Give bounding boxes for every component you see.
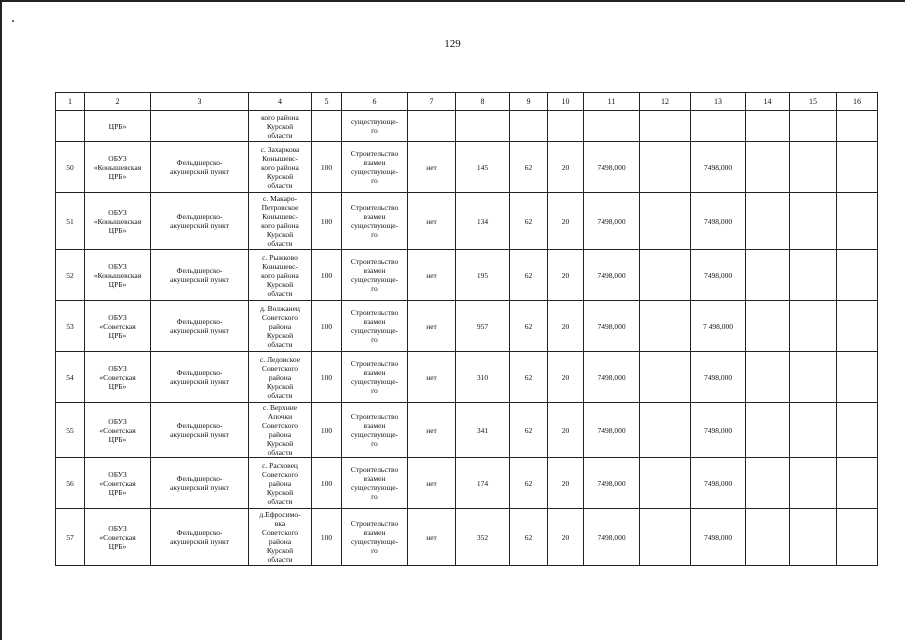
table-cell: 7498,000: [691, 250, 746, 301]
table-cell: 7498,000: [584, 458, 640, 509]
table-cell: [408, 111, 456, 142]
table-cell: [510, 111, 548, 142]
table-cell: 7498,000: [584, 142, 640, 193]
table-cell: 100: [312, 142, 342, 193]
table-cell: 7498,000: [584, 193, 640, 250]
table-row: [56, 352, 878, 403]
table-cell: ОБУЗ «Конышевская ЦРБ»: [85, 193, 151, 250]
table-cell: 20: [548, 403, 584, 458]
table-cell: [746, 301, 790, 352]
table-cell: 100: [312, 193, 342, 250]
table-cell: [837, 301, 878, 352]
table-cell: 134: [456, 193, 510, 250]
table-cell: д.Ефросимо- вка Советского района Курской области: [249, 509, 312, 566]
table-cell: [837, 193, 878, 250]
table-cell: 54: [56, 352, 85, 403]
table-cell: 50: [56, 142, 85, 193]
table-cell: 7498,000: [691, 142, 746, 193]
table-cell: 62: [510, 509, 548, 566]
table-cell: 20: [548, 250, 584, 301]
table-cell: [746, 352, 790, 403]
table-cell: 7498,000: [691, 458, 746, 509]
table-cell: [790, 301, 837, 352]
table-cell: [837, 142, 878, 193]
column-header: 15: [790, 93, 837, 111]
table-cell: ОБУЗ «Советская ЦРБ»: [85, 301, 151, 352]
table-cell: 62: [510, 142, 548, 193]
table-cell: 55: [56, 403, 85, 458]
table-cell: 7498,000: [584, 403, 640, 458]
table-cell: с. Макаро- Петровское Конышевс- кого района Курской области: [249, 193, 312, 250]
table-cell: нет: [408, 301, 456, 352]
table-cell: Строительство взамен существующе- го: [342, 301, 408, 352]
table-row: [56, 458, 878, 509]
column-header: 1: [56, 93, 85, 111]
column-header: 13: [691, 93, 746, 111]
table-cell: [640, 250, 691, 301]
table-cell: 174: [456, 458, 510, 509]
table-cell: [790, 352, 837, 403]
table-cell: [640, 301, 691, 352]
table-cell: [640, 193, 691, 250]
table-cell: 195: [456, 250, 510, 301]
table-cell: 62: [510, 458, 548, 509]
column-header: 16: [837, 93, 878, 111]
column-header: 4: [249, 93, 312, 111]
table-row: [56, 142, 878, 193]
table-cell: 100: [312, 403, 342, 458]
table-cell: Фельдшерско- акушерский пункт: [151, 193, 249, 250]
table-row: [56, 301, 878, 352]
table-cell: [746, 250, 790, 301]
table-cell: с. Захаркова Конышевс- кого района Курской области: [249, 142, 312, 193]
table-cell: 7498,000: [691, 403, 746, 458]
table-cell: нет: [408, 403, 456, 458]
table-cell: [790, 403, 837, 458]
table-cell: 20: [548, 193, 584, 250]
table-cell: [312, 111, 342, 142]
table-cell: Строительство взамен существующе- го: [342, 193, 408, 250]
table-cell: 62: [510, 193, 548, 250]
table-cell: 51: [56, 193, 85, 250]
column-header: 11: [584, 93, 640, 111]
table-row-continued: [56, 111, 878, 142]
table-cell: ОБУЗ «Советская ЦРБ»: [85, 458, 151, 509]
table-cell: 20: [548, 509, 584, 566]
table-cell: ОБУЗ «Советская ЦРБ»: [85, 352, 151, 403]
table-cell: [746, 142, 790, 193]
scan-border-left: [0, 0, 2, 640]
table-cell: [746, 193, 790, 250]
table-body: [56, 93, 878, 566]
table-cell: 57: [56, 509, 85, 566]
table-cell: [790, 142, 837, 193]
table-cell: 7498,000: [691, 352, 746, 403]
table-cell: Строительство взамен существующе- го: [342, 352, 408, 403]
table-cell: 53: [56, 301, 85, 352]
table-cell: Фельдшерско- акушерский пункт: [151, 458, 249, 509]
table-cell: [640, 142, 691, 193]
table-cell: 100: [312, 352, 342, 403]
table-cell: [548, 111, 584, 142]
facilities-table: [55, 92, 878, 566]
table-cell: [837, 111, 878, 142]
table-cell: [640, 509, 691, 566]
scan-border-top: [0, 0, 905, 2]
column-header: 14: [746, 93, 790, 111]
table-cell: 7498,000: [691, 509, 746, 566]
table-cell: Фельдшерско- акушерский пункт: [151, 403, 249, 458]
table-cell: Фельдшерско- акушерский пункт: [151, 301, 249, 352]
table-cell: нет: [408, 509, 456, 566]
table-cell: Фельдшерско- акушерский пункт: [151, 142, 249, 193]
table-cell: [837, 352, 878, 403]
table-cell: нет: [408, 250, 456, 301]
table-cell: 310: [456, 352, 510, 403]
table-cell: Строительство взамен существующе- го: [342, 250, 408, 301]
column-header: 9: [510, 93, 548, 111]
table-cell: 145: [456, 142, 510, 193]
table-row: [56, 403, 878, 458]
table-cell: нет: [408, 352, 456, 403]
table-cell: [746, 458, 790, 509]
scan-speck: [12, 20, 14, 22]
column-header: 7: [408, 93, 456, 111]
table-cell: [746, 111, 790, 142]
table-cell: с. Верхние Апочки Советского района Курской области: [249, 403, 312, 458]
table-row: [56, 250, 878, 301]
table-cell: нет: [408, 193, 456, 250]
page-number: 129: [444, 38, 461, 50]
table-cell: Строительство взамен существующе- го: [342, 403, 408, 458]
column-header: 6: [342, 93, 408, 111]
column-header: 5: [312, 93, 342, 111]
table-cell: 352: [456, 509, 510, 566]
table-cell: 52: [56, 250, 85, 301]
table-cell: 7498,000: [584, 352, 640, 403]
table-cell: [456, 111, 510, 142]
table-cell: 7498,000: [584, 250, 640, 301]
table-cell: [640, 458, 691, 509]
table-cell: 341: [456, 403, 510, 458]
table-cell: [640, 352, 691, 403]
column-header: 2: [85, 93, 151, 111]
table-cell: ОБУЗ «Конышевская ЦРБ»: [85, 142, 151, 193]
table-row: [56, 509, 878, 566]
table-cell: [691, 111, 746, 142]
table-cell: существующе- го: [342, 111, 408, 142]
table-cell: ОБУЗ «Конышевская ЦРБ»: [85, 250, 151, 301]
table-cell: [790, 111, 837, 142]
table-cell: [584, 111, 640, 142]
table-cell: 7498,000: [584, 301, 640, 352]
column-header: 8: [456, 93, 510, 111]
table-cell: [56, 111, 85, 142]
table-cell: 957: [456, 301, 510, 352]
table-cell: 20: [548, 142, 584, 193]
table-cell: 7498,000: [584, 509, 640, 566]
table-cell: 7498,000: [691, 193, 746, 250]
table-cell: ОБУЗ «Советская ЦРБ»: [85, 509, 151, 566]
table-cell: 7 498,000: [691, 301, 746, 352]
table-cell: 62: [510, 403, 548, 458]
table-cell: 100: [312, 509, 342, 566]
table-cell: [837, 458, 878, 509]
table-cell: [790, 458, 837, 509]
table-cell: 62: [510, 250, 548, 301]
table-cell: [837, 509, 878, 566]
header-row: [56, 93, 878, 111]
table-cell: [151, 111, 249, 142]
table-cell: [790, 193, 837, 250]
table-cell: [640, 403, 691, 458]
table-row: [56, 193, 878, 250]
table-cell: 62: [510, 301, 548, 352]
table-cell: 100: [312, 458, 342, 509]
table-cell: нет: [408, 142, 456, 193]
table-cell: 20: [548, 458, 584, 509]
table-cell: Строительство взамен существующе- го: [342, 509, 408, 566]
table-cell: 62: [510, 352, 548, 403]
table-cell: с. Рыжково Конышевс- кого района Курской области: [249, 250, 312, 301]
table-cell: с. Ледовское Советского района Курской области: [249, 352, 312, 403]
table-cell: Фельдшерско- акушерский пункт: [151, 250, 249, 301]
table-cell: Фельдшерско- акушерский пункт: [151, 509, 249, 566]
column-header: 3: [151, 93, 249, 111]
table-cell: [837, 250, 878, 301]
table-cell: ОБУЗ «Советская ЦРБ»: [85, 403, 151, 458]
table-cell: 56: [56, 458, 85, 509]
table-cell: Строительство взамен существующе- го: [342, 458, 408, 509]
column-header: 10: [548, 93, 584, 111]
table-cell: [837, 403, 878, 458]
table-cell: нет: [408, 458, 456, 509]
column-header: 12: [640, 93, 691, 111]
table-cell: [640, 111, 691, 142]
table-cell: 20: [548, 301, 584, 352]
table-cell: ЦРБ»: [85, 111, 151, 142]
table-cell: [746, 509, 790, 566]
table-cell: 20: [548, 352, 584, 403]
table-cell: 100: [312, 250, 342, 301]
table-cell: [746, 403, 790, 458]
table-cell: д. Волжанец Советского района Курской области: [249, 301, 312, 352]
table-cell: Строительство взамен существующе- го: [342, 142, 408, 193]
table-cell: [790, 509, 837, 566]
table-cell: с. Расховец Советского района Курской области: [249, 458, 312, 509]
table-cell: [790, 250, 837, 301]
table-cell: кого района Курской области: [249, 111, 312, 142]
table-cell: 100: [312, 301, 342, 352]
table-cell: Фельдшерско- акушерский пункт: [151, 352, 249, 403]
